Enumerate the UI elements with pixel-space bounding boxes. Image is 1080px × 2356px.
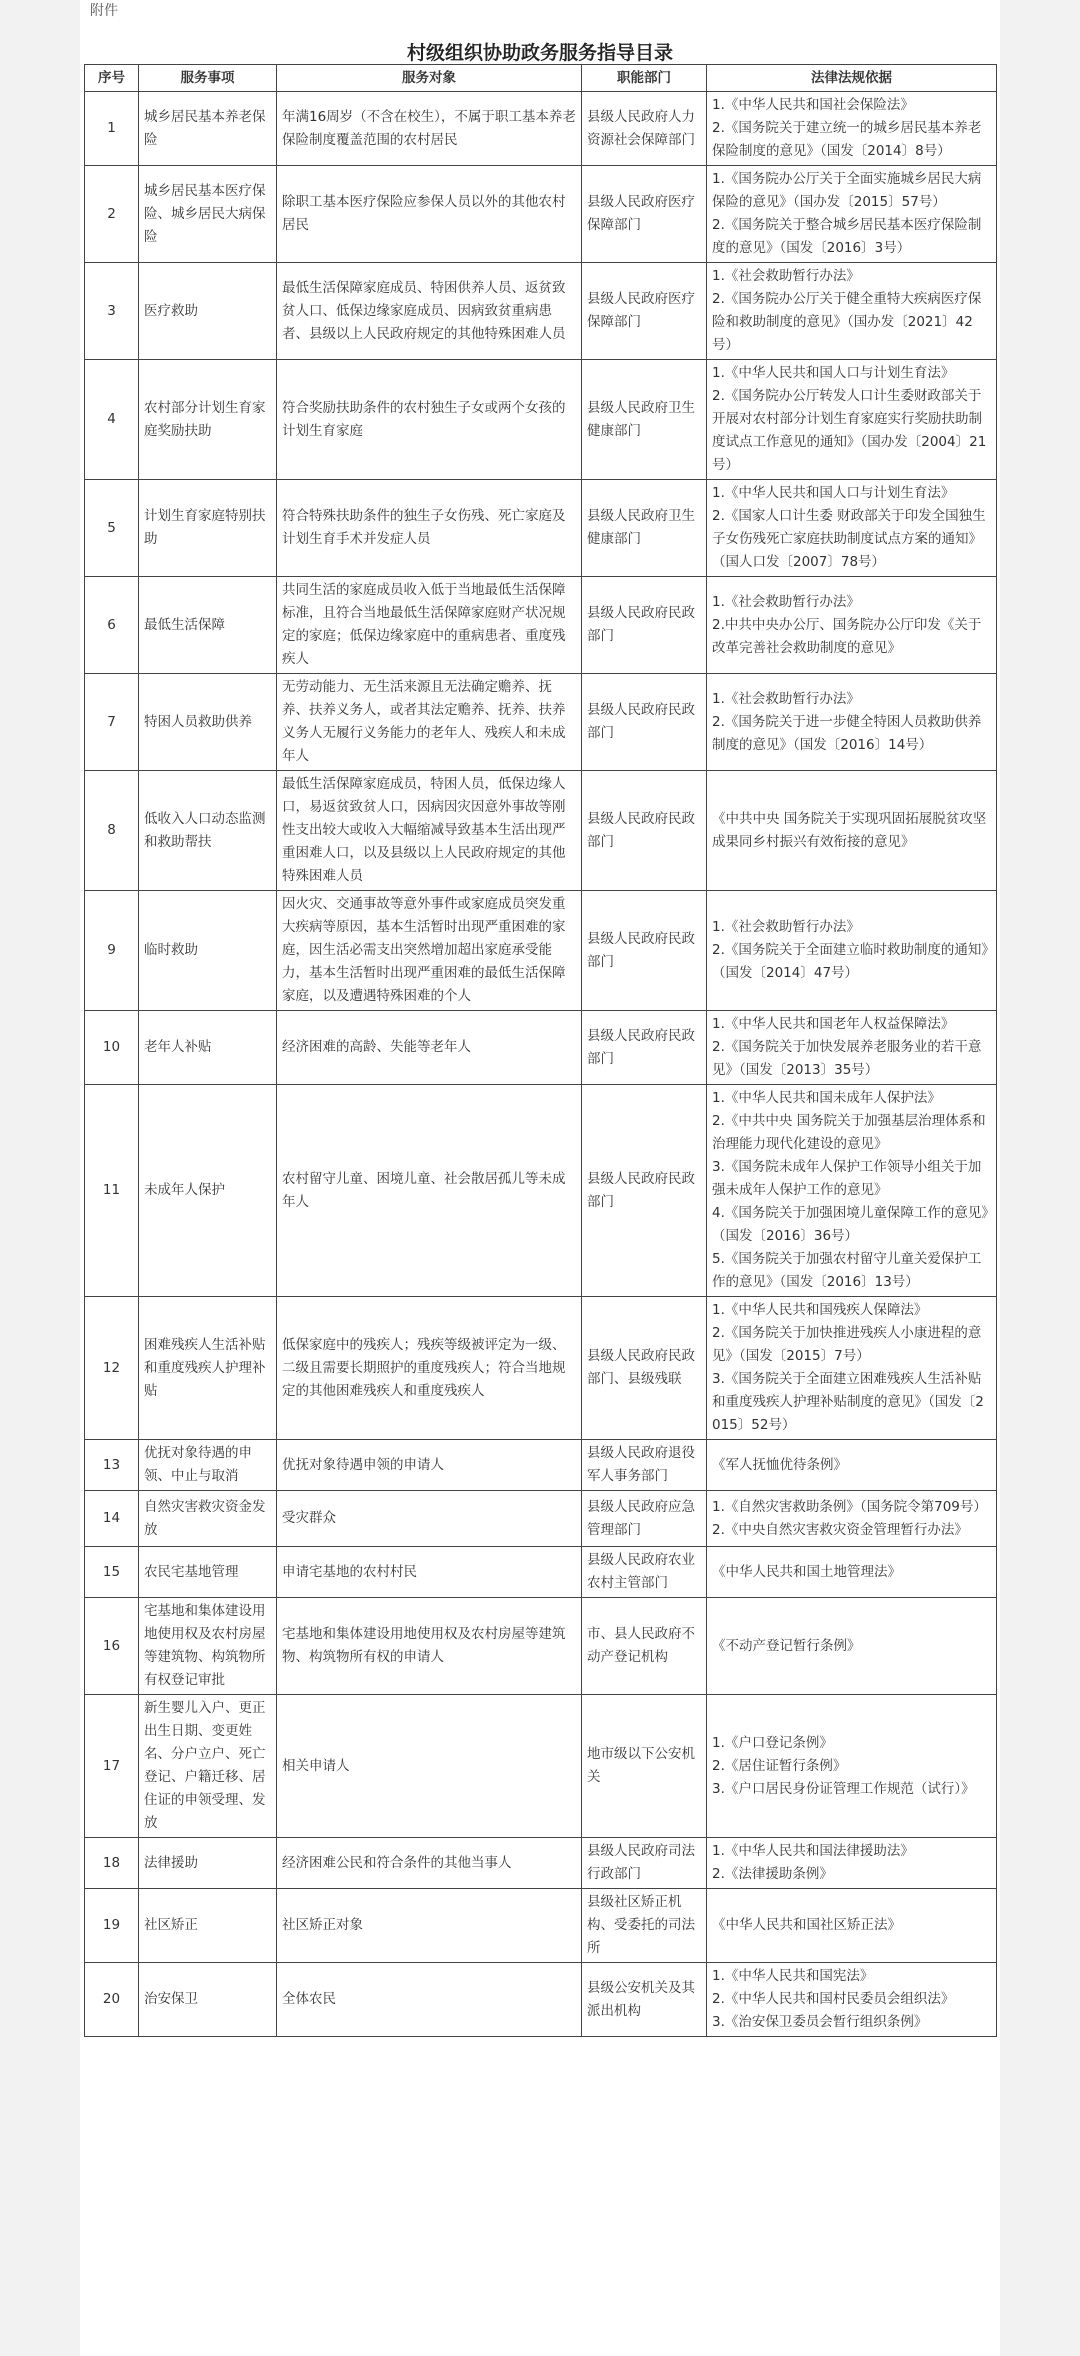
law-item: 2.《国务院关于进一步健全特困人员救助供养制度的意见》（国发〔2016〕14号） <box>712 713 982 753</box>
row-number: 9 <box>85 891 139 1011</box>
law-item: 1.《社会救助暂行办法》 <box>712 268 860 284</box>
legal-basis <box>707 1547 997 1598</box>
legal-basis <box>707 1598 997 1695</box>
law-item: 2.《国务院办公厅转发人口计生委财政部关于开展对农村部分计划生育家庭实行奖励扶助制度试点工作意见的通知》（国办发〔2004〕21号） <box>712 388 987 473</box>
service-item: 新生婴儿入户、更正出生日期、变更姓名、分户立户、死亡登记、户籍迁移、居住证的申领受理、发放 <box>139 1695 277 1838</box>
table-row <box>85 360 997 480</box>
legal-basis <box>707 1838 997 1889</box>
table-row <box>85 1963 997 2037</box>
service-target: 符合特殊扶助条件的独生子女伤残、死亡家庭及计划生育手术并发症人员 <box>277 480 582 577</box>
law-item: 5.《国务院关于加强农村留守儿童关爱保护工作的意见》（国发〔2016〕13号） <box>712 1251 982 1290</box>
service-target: 相关申请人 <box>277 1695 582 1838</box>
law-item: 2.《国家人口计生委 财政部关于印发全国独生子女伤残死亡家庭扶助制度试点方案的通知》（国人口发〔2007〕78号） <box>712 508 986 570</box>
law-item: 《不动产登记暂行条例》 <box>712 1637 861 1654</box>
law-item: 1.《中华人民共和国人口与计划生育法》 <box>712 485 955 501</box>
document-page <box>80 0 1000 2356</box>
law-item: 《中共中央 国务院关于实现巩固拓展脱贫攻坚成果同乡村振兴有效衔接的意见》 <box>712 810 987 850</box>
law-item: 3.《户口居民身份证管理工作规范（试行）》 <box>712 1780 975 1797</box>
department: 县级人民政府农业农村主管部门 <box>582 1547 707 1598</box>
department: 县级人民政府医疗保障部门 <box>582 166 707 263</box>
table-row <box>85 1491 997 1547</box>
service-item: 社区矫正 <box>139 1889 277 1963</box>
row-number: 10 <box>85 1011 139 1085</box>
table-row <box>85 674 997 771</box>
table-row <box>85 263 997 360</box>
row-number: 13 <box>85 1440 139 1491</box>
row-number: 6 <box>85 577 139 674</box>
header-item: 服务事项 <box>139 65 277 92</box>
law-item: 1.《中华人民共和国未成年人保护法》 <box>712 1090 941 1106</box>
table-row <box>85 1085 997 1297</box>
legal-basis <box>707 1963 997 2037</box>
service-item: 城乡居民基本养老保险 <box>139 92 277 166</box>
service-item: 老年人补贴 <box>139 1011 277 1085</box>
service-target: 共同生活的家庭成员收入低于当地最低生活保障标准，且符合当地最低生活保障家庭财产状况规定的家庭；低保边缘家庭中的重病患者、重度残疾人 <box>277 577 582 674</box>
table-row <box>85 1440 997 1491</box>
department: 县级人民政府应急管理部门 <box>582 1491 707 1547</box>
table-row <box>85 891 997 1011</box>
service-item: 农民宅基地管理 <box>139 1547 277 1598</box>
law-item: 4.《国务院关于加强困境儿童保障工作的意见》（国发〔2016〕36号） <box>712 1205 989 1244</box>
row-number: 19 <box>85 1889 139 1963</box>
legal-basis <box>707 263 997 360</box>
service-item: 优抚对象待遇的申领、中止与取消 <box>139 1440 277 1491</box>
service-item: 法律援助 <box>139 1838 277 1889</box>
department: 县级人民政府司法行政部门 <box>582 1838 707 1889</box>
legal-basis <box>707 480 997 577</box>
law-item: 2.《国务院关于建立统一的城乡居民基本养老保险制度的意见》（国发〔2014〕8号） <box>712 120 982 159</box>
department: 县级社区矫正机构、受委托的司法所 <box>582 1889 707 1963</box>
law-item: 2.《国务院关于加快发展养老服务业的若干意见》（国发〔2013〕35号） <box>712 1039 982 1078</box>
row-number: 1 <box>85 92 139 166</box>
service-item: 城乡居民基本医疗保险、城乡居民大病保险 <box>139 166 277 263</box>
legal-basis <box>707 771 997 891</box>
department: 县级人民政府民政部门、县级残联 <box>582 1297 707 1440</box>
service-item: 最低生活保障 <box>139 577 277 674</box>
service-target: 申请宅基地的农村村民 <box>277 1547 582 1598</box>
service-target: 受灾群众 <box>277 1491 582 1547</box>
attachment-label: 附件 <box>90 3 118 19</box>
table-row <box>85 577 997 674</box>
law-item: 1.《社会救助暂行办法》 <box>712 690 860 707</box>
table-header-row <box>85 65 997 92</box>
table-row <box>85 1297 997 1440</box>
table-row <box>85 1011 997 1085</box>
service-target: 除职工基本医疗保险应参保人员以外的其他农村居民 <box>277 166 582 263</box>
service-target: 社区矫正对象 <box>277 1889 582 1963</box>
department: 县级人民政府医疗保障部门 <box>582 263 707 360</box>
law-item: 1.《社会救助暂行办法》 <box>712 919 860 935</box>
law-item: 2.中共中央办公厅、国务院办公厅印发《关于改革完善社会救助制度的意见》 <box>712 616 982 656</box>
department: 县级人民政府民政部门 <box>582 1085 707 1297</box>
department: 县级人民政府民政部门 <box>582 577 707 674</box>
law-item: 1.《社会救助暂行办法》 <box>712 593 860 610</box>
service-target: 农村留守儿童、困境儿童、社会散居孤儿等未成年人 <box>277 1085 582 1297</box>
row-number: 2 <box>85 166 139 263</box>
row-number: 7 <box>85 674 139 771</box>
service-item: 自然灾害救灾资金发放 <box>139 1491 277 1547</box>
legal-basis <box>707 674 997 771</box>
law-item: 1.《中华人民共和国宪法》 <box>712 1968 874 1984</box>
department: 县级人民政府民政部门 <box>582 674 707 771</box>
law-item: 1.《户口登记条例》 <box>712 1734 833 1751</box>
legal-basis <box>707 1889 997 1963</box>
law-item: 《中华人民共和国社区矫正法》 <box>712 1917 901 1933</box>
row-number: 17 <box>85 1695 139 1838</box>
department: 市、县人民政府不动产登记机构 <box>582 1598 707 1695</box>
service-item: 治安保卫 <box>139 1963 277 2037</box>
department: 县级人民政府人力资源社会保障部门 <box>582 92 707 166</box>
table-row <box>85 1889 997 1963</box>
department: 县级公安机关及其派出机构 <box>582 1963 707 2037</box>
service-target: 符合奖励扶助条件的农村独生子女或两个女孩的计划生育家庭 <box>277 360 582 480</box>
table-row <box>85 1838 997 1889</box>
law-item: 2.《国务院办公厅关于健全重特大疾病医疗保险和救助制度的意见》（国办发〔2021〕42号） <box>712 291 982 353</box>
row-number: 18 <box>85 1838 139 1889</box>
service-item: 困难残疾人生活补贴和重度残疾人护理补贴 <box>139 1297 277 1440</box>
law-item: 3.《国务院未成年人保护工作领导小组关于加强未成年人保护工作的意见》 <box>712 1159 982 1198</box>
legal-basis <box>707 1440 997 1491</box>
service-target: 经济困难公民和符合条件的其他当事人 <box>277 1838 582 1889</box>
service-target: 最低生活保障家庭成员，特困人员，低保边缘人口，易返贫致贫人口，因病因灾因意外事故等刚性支出较大或收入大幅缩减导致基本生活出现严重困难人口，以及县级以上人民政府规定的其他特殊困难人员 <box>277 771 582 891</box>
law-item: 《中华人民共和国土地管理法》 <box>712 1563 901 1580</box>
department: 县级人民政府卫生健康部门 <box>582 360 707 480</box>
department: 县级人民政府民政部门 <box>582 891 707 1011</box>
service-target: 无劳动能力、无生活来源且无法确定赡养、抚养、扶养义务人，或者其法定赡养、抚养、扶养义务人无履行义务能力的老年人、残疾人和未成年人 <box>277 674 582 771</box>
service-catalog-table <box>84 64 997 2037</box>
law-item: 《军人抚恤优待条例》 <box>712 1456 847 1473</box>
legal-basis <box>707 92 997 166</box>
legal-basis <box>707 1297 997 1440</box>
row-number: 15 <box>85 1547 139 1598</box>
legal-basis <box>707 166 997 263</box>
service-item: 宅基地和集体建设用地使用权及农村房屋等建筑物、构筑物所有权登记审批 <box>139 1598 277 1695</box>
law-item: 1.《中华人民共和国人口与计划生育法》 <box>712 365 955 381</box>
legal-basis <box>707 577 997 674</box>
law-item: 2.《法律援助条例》 <box>712 1866 833 1882</box>
law-item: 1.《自然灾害救助条例》（国务院令第709号） <box>712 1498 987 1515</box>
row-number: 8 <box>85 771 139 891</box>
table-row <box>85 771 997 891</box>
table-row <box>85 1695 997 1838</box>
law-item: 2.《国务院关于全面建立临时救助制度的通知》（国发〔2014〕47号） <box>712 942 989 981</box>
header-laws: 法律法规依据 <box>707 65 997 92</box>
service-target: 年满16周岁（不含在校生），不属于职工基本养老保险制度覆盖范围的农村居民 <box>277 92 582 166</box>
law-item: 1.《国务院办公厅关于全面实施城乡居民大病保险的意见》（国办发〔2015〕57号） <box>712 171 982 210</box>
page-title: 村级组织协助政务服务指导目录 <box>406 42 673 64</box>
header-dept: 职能部门 <box>582 65 707 92</box>
law-item: 2.《中共中央 国务院关于加强基层治理体系和治理能力现代化建设的意见》 <box>712 1113 986 1152</box>
row-number: 16 <box>85 1598 139 1695</box>
row-number: 12 <box>85 1297 139 1440</box>
row-number: 14 <box>85 1491 139 1547</box>
table-row <box>85 480 997 577</box>
service-target: 低保家庭中的残疾人；残疾等级被评定为一级、二级且需要长期照护的重度残疾人；符合当地规定的其他困难残疾人和重度残疾人 <box>277 1297 582 1440</box>
header-target: 服务对象 <box>277 65 582 92</box>
department: 县级人民政府退役军人事务部门 <box>582 1440 707 1491</box>
legal-basis <box>707 891 997 1011</box>
service-item: 未成年人保护 <box>139 1085 277 1297</box>
service-target: 经济困难的高龄、失能等老年人 <box>277 1011 582 1085</box>
law-item: 2.《国务院关于加快推进残疾人小康进程的意见》（国发〔2015〕7号） <box>712 1325 982 1364</box>
row-number: 5 <box>85 480 139 577</box>
law-item: 2.《中央自然灾害救灾资金管理暂行办法》 <box>712 1521 968 1538</box>
law-item: 1.《中华人民共和国残疾人保障法》 <box>712 1302 928 1318</box>
law-item: 3.《国务院关于全面建立困难残疾人生活补贴和重度残疾人护理补贴制度的意见》（国发〔2015〕52号） <box>712 1371 984 1433</box>
department: 县级人民政府卫生健康部门 <box>582 480 707 577</box>
service-target: 全体农民 <box>277 1963 582 2037</box>
table-row <box>85 1547 997 1598</box>
law-item: 3.《治安保卫委员会暂行组织条例》 <box>712 2014 928 2030</box>
legal-basis <box>707 1491 997 1547</box>
header-no: 序号 <box>85 65 139 92</box>
legal-basis <box>707 360 997 480</box>
table-row <box>85 166 997 263</box>
service-target: 宅基地和集体建设用地使用权及农村房屋等建筑物、构筑物所有权的申请人 <box>277 1598 582 1695</box>
table-row <box>85 92 997 166</box>
legal-basis <box>707 1011 997 1085</box>
law-item: 1.《中华人民共和国社会保险法》 <box>712 97 914 113</box>
department: 县级人民政府民政部门 <box>582 771 707 891</box>
row-number: 4 <box>85 360 139 480</box>
row-number: 3 <box>85 263 139 360</box>
row-number: 11 <box>85 1085 139 1297</box>
department: 县级人民政府民政部门 <box>582 1011 707 1085</box>
service-item: 医疗救助 <box>139 263 277 360</box>
law-item: 2.《中华人民共和国村民委员会组织法》 <box>712 1991 955 2007</box>
service-item: 计划生育家庭特别扶助 <box>139 480 277 577</box>
service-item: 农村部分计划生育家庭奖励扶助 <box>139 360 277 480</box>
service-target: 优抚对象待遇申领的申请人 <box>277 1440 582 1491</box>
service-target: 因火灾、交通事故等意外事件或家庭成员突发重大疾病等原因，基本生活暂时出现严重困难的家庭，因生活必需支出突然增加超出家庭承受能力，基本生活暂时出现严重困难的最低生活保障家庭，以及遭遇特殊困难的个人 <box>277 891 582 1011</box>
legal-basis <box>707 1085 997 1297</box>
service-item: 特困人员救助供养 <box>139 674 277 771</box>
legal-basis <box>707 1695 997 1838</box>
law-item: 2.《国务院关于整合城乡居民基本医疗保险制度的意见》（国发〔2016〕3号） <box>712 217 982 256</box>
service-item: 低收入人口动态监测和救助帮扶 <box>139 771 277 891</box>
service-item: 临时救助 <box>139 891 277 1011</box>
row-number: 20 <box>85 1963 139 2037</box>
law-item: 1.《中华人民共和国法律援助法》 <box>712 1843 914 1859</box>
law-item: 1.《中华人民共和国老年人权益保障法》 <box>712 1016 955 1032</box>
service-target: 最低生活保障家庭成员、特困供养人员、返贫致贫人口、低保边缘家庭成员、因病致贫重病患者、县级以上人民政府规定的其他特殊困难人员 <box>277 263 582 360</box>
department: 地市级以下公安机关 <box>582 1695 707 1838</box>
law-item: 2.《居住证暂行条例》 <box>712 1757 847 1774</box>
table-row <box>85 1598 997 1695</box>
